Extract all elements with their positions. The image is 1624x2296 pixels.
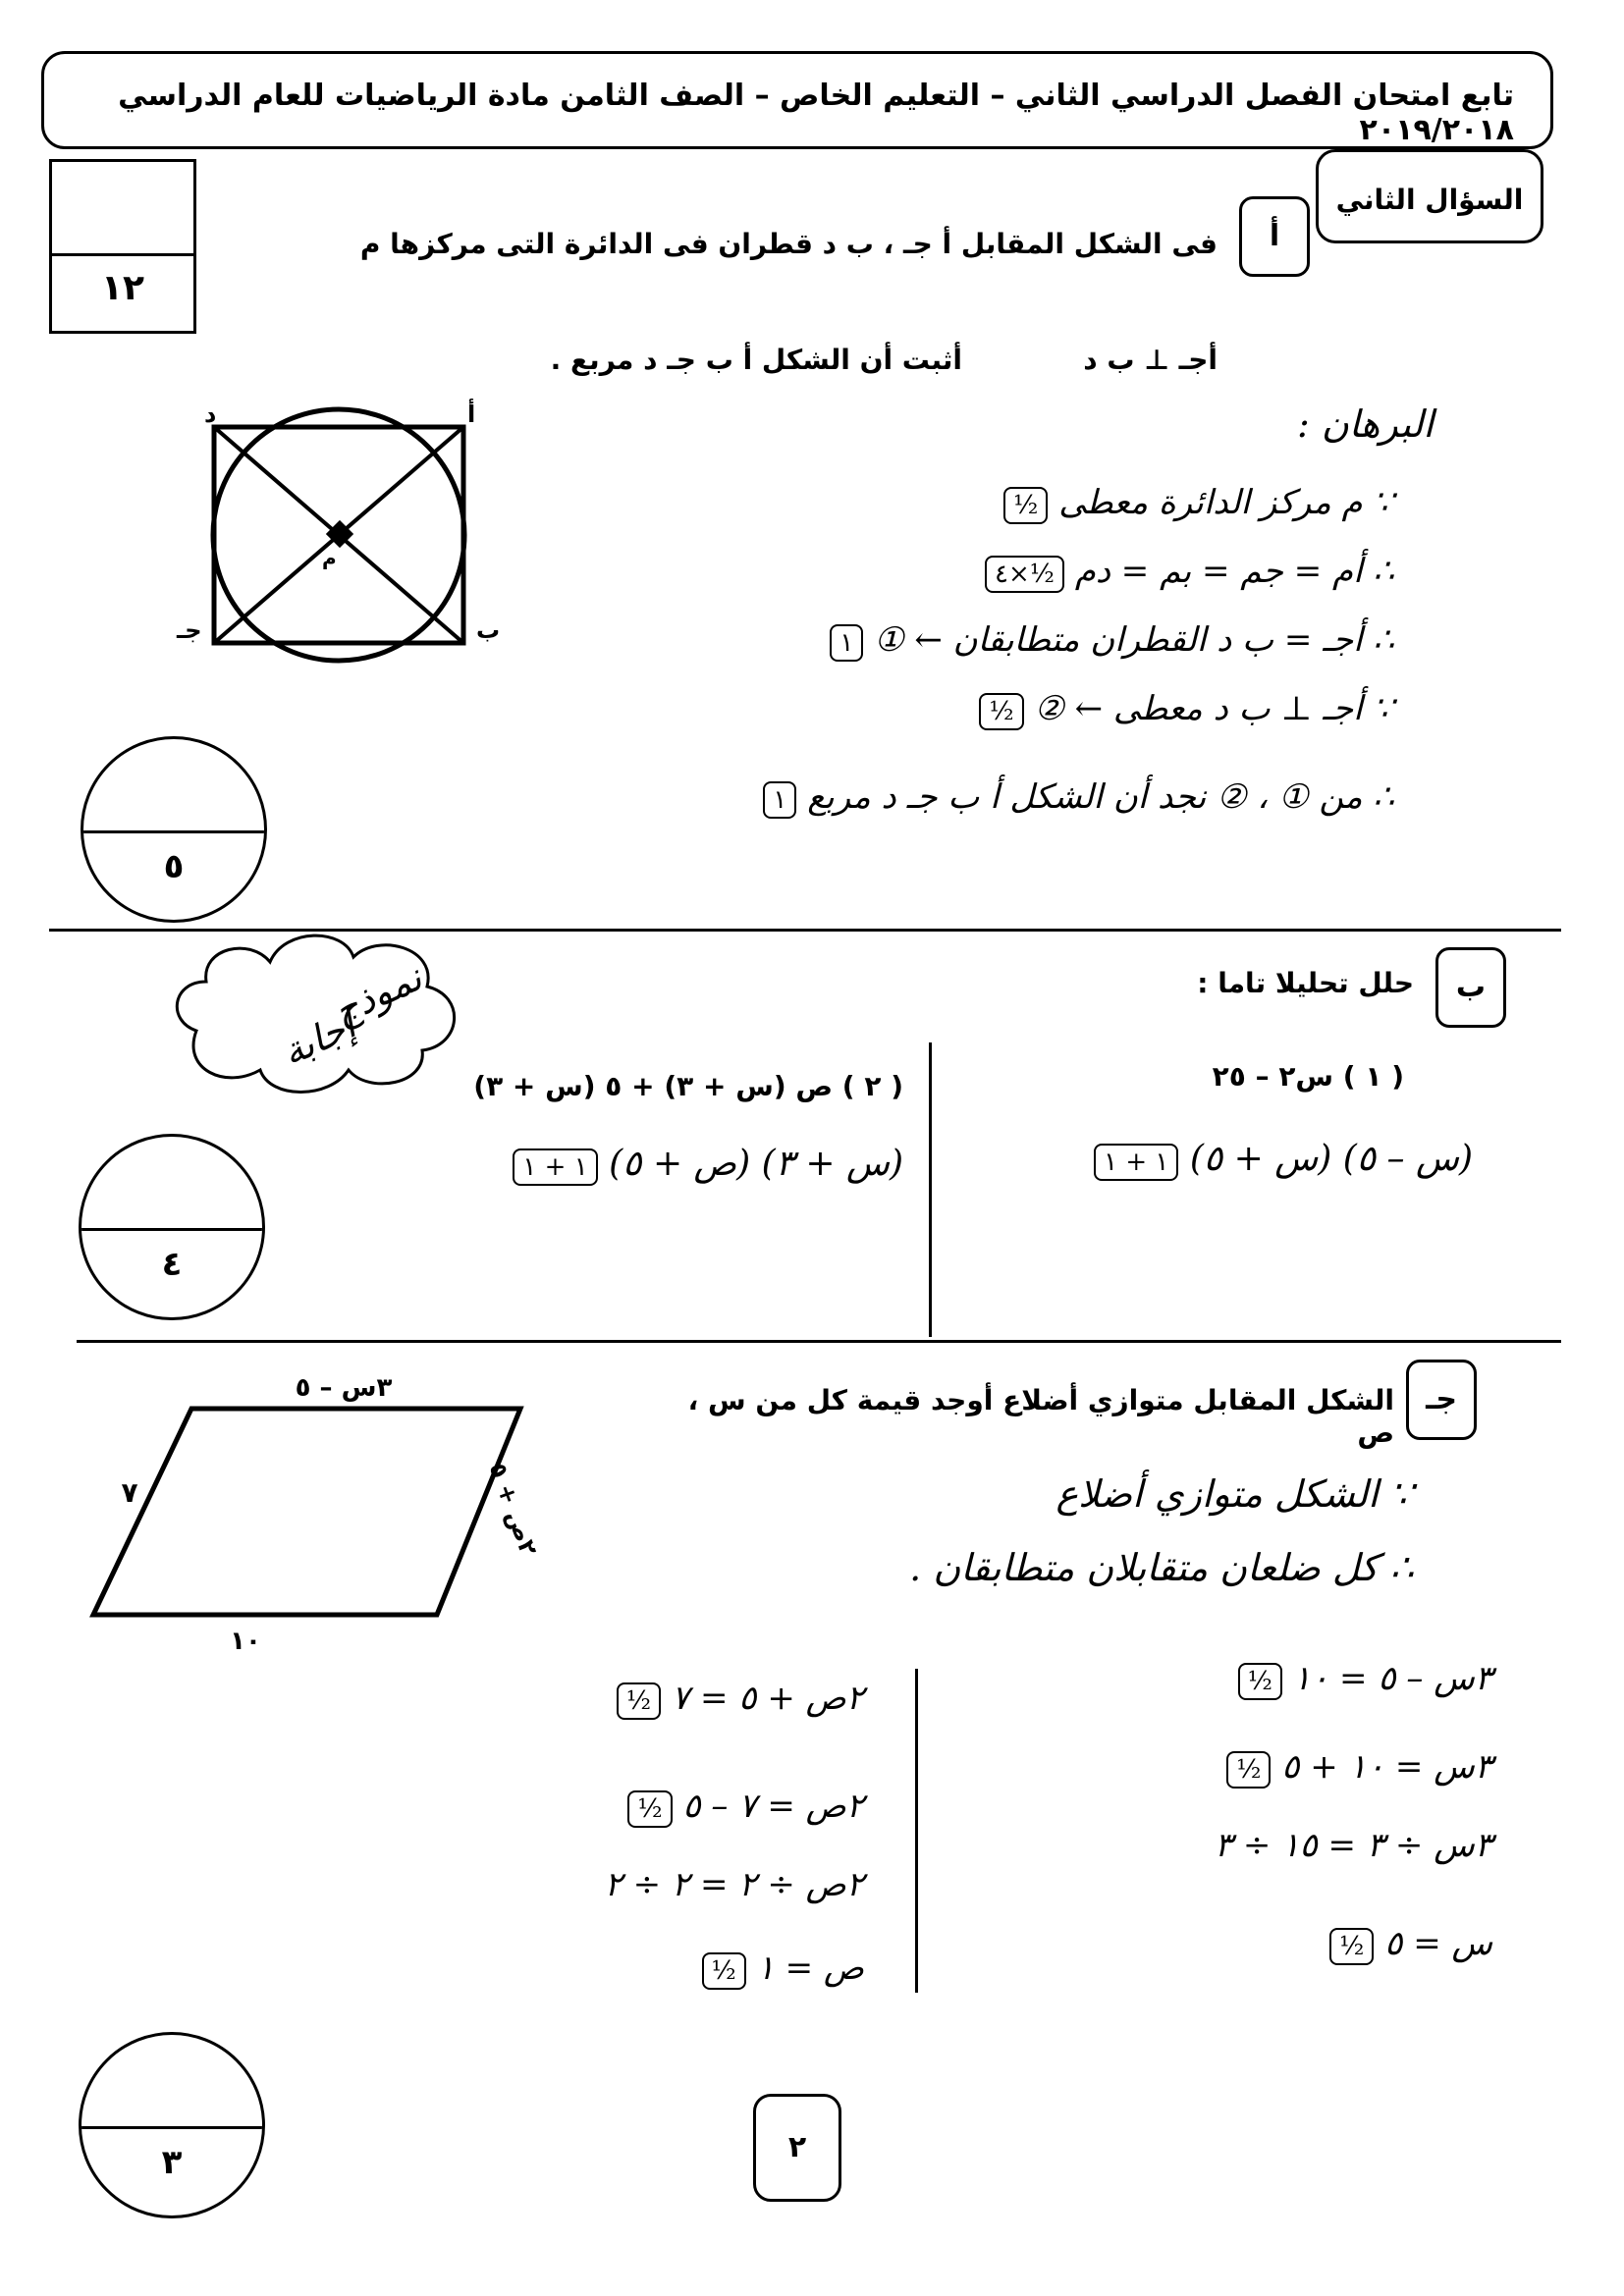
stamp-line-2: إجابة xyxy=(275,1003,362,1075)
parallelogram-outline xyxy=(93,1409,520,1615)
mark-box: ½ xyxy=(627,1790,672,1828)
part-b-instruction: حلل تحليلا تاما : xyxy=(1197,967,1414,999)
mark-box: ½ xyxy=(1329,1928,1374,1965)
step-text: ٢ص ÷ ٢ = ٢ ÷ ٢ xyxy=(604,1865,864,1904)
score-divider xyxy=(83,830,264,833)
solution-line-1 xyxy=(550,483,1394,524)
question-title: السؤال الثاني xyxy=(1316,149,1543,243)
total-score-blank xyxy=(52,162,193,256)
step-text: س = ٥ xyxy=(1384,1924,1492,1963)
mark-box: ١ xyxy=(763,781,796,819)
y-step-1 xyxy=(373,1679,864,1720)
part-b-score: ٤ xyxy=(161,1245,183,1284)
mark-box: ½ xyxy=(617,1682,661,1720)
part-c-label: جـ xyxy=(1406,1360,1477,1440)
stamp-line-1: نموذج xyxy=(326,955,429,1034)
solution-line-3 xyxy=(550,620,1394,662)
mark-box: ١ xyxy=(830,624,863,662)
part-c-score: ٣ xyxy=(161,2143,183,2182)
section-divider-bc xyxy=(77,1340,1561,1343)
total-score-box xyxy=(49,159,196,334)
x-step-2 xyxy=(1001,1747,1492,1789)
part-b-column-divider xyxy=(929,1042,932,1337)
part-b-q2-answer-row xyxy=(393,1144,903,1186)
solution-line-5 xyxy=(550,777,1394,819)
mark-box: ١ + ١ xyxy=(513,1148,597,1186)
part-b-q1-problem: ( ١ ) س٢ – ٢٥ xyxy=(1212,1060,1404,1093)
circle-square-figure xyxy=(147,393,501,677)
x-step-3 xyxy=(1001,1826,1492,1865)
side-bottom-label: ١٠ xyxy=(230,1627,261,1656)
vertex-b: ب xyxy=(476,616,501,644)
solution-text: ∴ من ① ، ② نجد أن الشكل أ ب جـ د مربع xyxy=(807,777,1394,817)
solution-text: ∵ أجـ ⊥ ب د معطى ← ② xyxy=(1034,689,1394,728)
part-a-score: ٥ xyxy=(163,847,185,886)
part-c-question: الشكل المقابل متوازي أضلاع أوجد قيمة كل من س ، ص xyxy=(687,1384,1394,1449)
vertex-c: جـ xyxy=(177,616,202,644)
part-a-given: فى الشكل المقابل أ جـ ، ب د قطران فى الدائرة التى مركزها م xyxy=(359,228,1218,260)
part-a-condition: أجـ ⊥ ب د xyxy=(1083,344,1218,376)
part-b-q2-problem: ( ٢ ) ص (س + ٣) + ٥ (س + ٣) xyxy=(473,1070,903,1102)
part-a-prove: أثبت أن الشكل أ ب جـ د مربع . xyxy=(550,344,962,376)
part-a-label: أ xyxy=(1239,196,1310,277)
score-divider xyxy=(81,2126,262,2129)
total-score-value: ١٢ xyxy=(101,268,144,308)
part-b-q2-answer: (س + ٣) (ص + ٥) xyxy=(609,1144,903,1184)
y-step-2 xyxy=(373,1787,864,1828)
part-b-label: ب xyxy=(1435,947,1506,1028)
solution-heading xyxy=(550,402,1434,446)
part-c-intro-1: ∵ الشكل متوازي أضلاع xyxy=(1056,1472,1414,1516)
part-c-intro-2: ∴ كل ضلعان متقابلان متطابقان . xyxy=(909,1546,1414,1589)
solution-line-4 xyxy=(550,689,1394,730)
solution-text: ∵ م مركز الدائرة معطى xyxy=(1058,483,1394,522)
vertex-d: د xyxy=(204,400,217,428)
part-b-q1-answer: (س – ٥) (س + ٥) xyxy=(1189,1139,1473,1179)
page-number: ٢ xyxy=(753,2094,841,2202)
step-text: ٢ص = ٧ – ٥ xyxy=(682,1787,864,1826)
mark-box: ½ xyxy=(1238,1663,1282,1700)
part-c-score-circle xyxy=(79,2032,265,2218)
side-top-label: ٣س – ٥ xyxy=(295,1373,393,1403)
y-step-4 xyxy=(373,1949,864,1990)
solution-heading-text: البرهان : xyxy=(1297,402,1434,446)
score-divider xyxy=(81,1228,262,1231)
side-left-label: ٧ xyxy=(121,1476,138,1509)
solution-text: ∴ أجـ = ب د القطران متطابقان ← ① xyxy=(874,620,1394,660)
solution-text: ∴ أم = جم = بم = دم xyxy=(1074,552,1394,591)
mark-box: ½ xyxy=(702,1952,746,1990)
step-text: ٣س ÷ ٣ = ١٥ ÷ ٣ xyxy=(1214,1826,1492,1865)
part-b-score-circle xyxy=(79,1134,265,1320)
x-step-1 xyxy=(1001,1659,1492,1700)
vertex-a: أ xyxy=(467,400,476,428)
part-c-column-divider xyxy=(915,1669,918,1993)
part-b-q1-answer-row xyxy=(982,1139,1473,1181)
parallelogram-figure xyxy=(69,1364,560,1659)
step-text: ٢ص + ٥ = ٧ xyxy=(671,1679,864,1718)
mark-box: ½ xyxy=(979,693,1023,730)
mark-box: ½ xyxy=(1003,487,1048,524)
step-text: ٣س – ٥ = ١٠ xyxy=(1292,1659,1492,1698)
mark-box: ½ xyxy=(1226,1751,1271,1789)
side-right-label: ٢ص + ٥ xyxy=(483,1459,543,1560)
stamp-cloud-outline xyxy=(177,935,454,1092)
y-step-3 xyxy=(373,1865,864,1904)
solution-line-2 xyxy=(550,552,1394,593)
step-text: ٣س = ١٠ + ٥ xyxy=(1281,1747,1492,1787)
part-a-score-circle xyxy=(81,736,267,923)
center-m: م xyxy=(322,546,337,569)
x-step-4 xyxy=(1001,1924,1492,1965)
exam-header-title: تابع امتحان الفصل الدراسي الثاني – التعليم الخاص – الصف الثامن مادة الرياضيات للعام الدراسي ٢٠١٩/٢٠١٨ xyxy=(118,79,1514,147)
mark-box: ½×٤ xyxy=(985,556,1064,593)
step-text: ص = ١ xyxy=(756,1949,864,1988)
mark-box: ١ + ١ xyxy=(1094,1144,1178,1181)
